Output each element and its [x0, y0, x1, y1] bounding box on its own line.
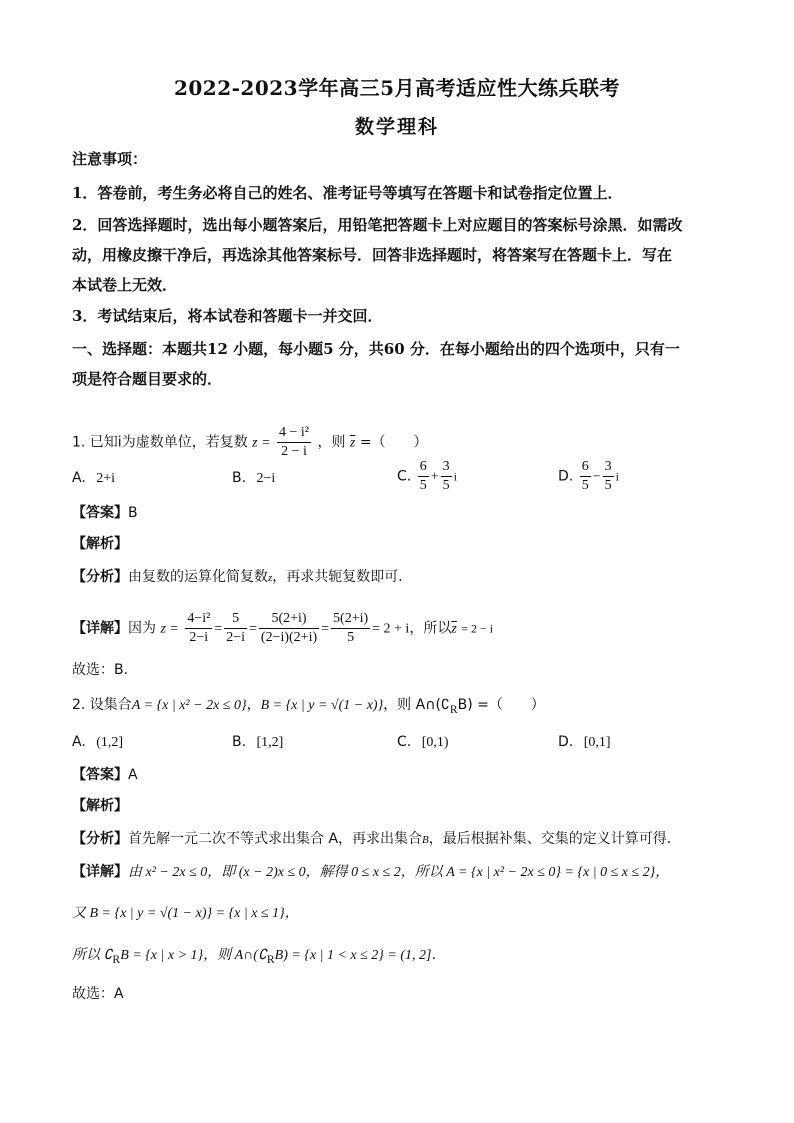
q1-detail-because: 因为: [128, 620, 156, 637]
q1-detail-frac-4: [331, 610, 370, 647]
note-item-3: 3．考试结束后，将本试卷和答题卡一并交回．: [72, 307, 383, 325]
q2-choose: 故选：A: [72, 986, 124, 1002]
q1-fenxi: [72, 566, 412, 589]
question-1-stem: [72, 424, 428, 461]
q1-option-a-text: 2+i: [96, 471, 116, 486]
q1-fenxi-tag: 【分析】: [72, 569, 128, 585]
q2-answer-tag: 【答案】: [72, 767, 128, 783]
q1-detail-frac-3: [259, 610, 319, 647]
q1-option-c-fraction-1: [418, 458, 429, 495]
q1-fenxi-var: z: [268, 572, 273, 584]
q2-fenxi: [72, 828, 681, 851]
q1-detail-tag: 【详解】: [72, 620, 128, 637]
q2-detail-line-2: 又 B = {x | y = √(1 − x)} = {x | x ≤ 1}，: [72, 906, 299, 921]
exam-title: 2022-2023学年高三5月高考适应性大练兵联考: [173, 76, 621, 100]
q1-option-a-label: A.: [72, 470, 86, 486]
q1-option-c: [397, 458, 457, 495]
q2-detail-l3-sub: R: [112, 952, 121, 966]
q1-detail-so: ，所以: [409, 620, 452, 637]
q2-option-a: [72, 731, 123, 754]
q1-option-c-f2-den: 5: [442, 478, 450, 493]
q2-option-d-label: D.: [558, 734, 574, 750]
q2-fenxi-tag: 【分析】: [72, 831, 128, 847]
q2-detail-line-3: [72, 945, 445, 971]
q2-option-c: [397, 731, 449, 754]
q1-z-conjugate: $\overline{z}$: [349, 435, 356, 451]
q2-option-a-text: (1,2]: [96, 735, 124, 750]
q2-fenxi-end: ，最后根据补集、交集的定义计算可得．: [428, 831, 681, 847]
q1-detail-z-conjugate: $\overline{z}$: [451, 621, 457, 637]
section-1-line-1: 一、选择题：本题共12 小题，每小题5 分，共60 分．在每小题给出的四个选项中，只有一: [72, 340, 680, 358]
q2-detail-l3c: B) = {x | 1 < x ≤ 2} = (1, 2]．: [274, 948, 446, 963]
q1-option-c-label: C.: [397, 468, 412, 485]
q1-detail-eq-1: =: [214, 621, 223, 637]
q1-detail-final: = 2 − i: [461, 621, 494, 636]
q1-option-d-fraction-2: [603, 458, 614, 495]
q1-detail-frac-1: [185, 610, 212, 647]
q1-detail-result: = 2 + i: [372, 621, 410, 637]
q2-option-c-text: [0,1): [421, 735, 449, 750]
q2-set-a: A = {x | x² − 2x ≤ 0}: [131, 698, 247, 713]
note-item-2-line-1: 2．回答选择题时，选出每小题答案后，用铅笔把答题卡上对应题目的答案标号涂黑．如需改: [72, 216, 683, 234]
q1-option-b: [232, 467, 275, 490]
q1-stem-prefix: 1. 已知i为虚数单位，若复数: [72, 434, 248, 451]
q1-detail: [72, 610, 493, 647]
q2-option-b-label: B.: [232, 734, 247, 750]
q1-stem-end: =（ ）: [359, 434, 428, 451]
q1-stem-mid: ，则: [317, 434, 346, 451]
q1-option-d-f2-num: 3: [603, 458, 614, 477]
q2-detail-l3a: 所以 ∁: [72, 948, 113, 963]
q2-detail-tag: 【详解】: [72, 864, 128, 880]
q1-option-c-operator: +: [430, 469, 439, 485]
q1-fenxi-pre: 由复数的运算化简复数: [128, 569, 268, 585]
q1-option-d-fraction-1: [580, 458, 591, 495]
q1-answer: [72, 502, 138, 524]
q1-option-b-label: B.: [232, 470, 247, 486]
q1-choose: 故选：B.: [72, 662, 129, 678]
q2-ask-sub: R: [449, 702, 458, 716]
q1-option-a: [72, 467, 115, 490]
q1-detail-f1-num: 4−i²: [185, 610, 212, 629]
q2-set-b: B = {x | y = √(1 − x)}: [260, 698, 384, 713]
q1-detail-frac-2: [224, 610, 247, 647]
q1-option-d: [558, 458, 619, 495]
q1-detail-f3-num: 5(2+i): [259, 610, 319, 629]
q1-fenxi-post: ，再求共轭复数即可．: [272, 569, 413, 585]
q2-detail-line-1: [72, 861, 669, 884]
q1-option-d-unit: i: [615, 469, 619, 484]
q2-comma: ，: [246, 697, 261, 713]
q1-option-d-f1-num: 6: [580, 458, 591, 477]
q2-option-b-text: [1,2]: [256, 735, 284, 750]
q1-detail-f3-den: (2−i)(2+i): [260, 630, 318, 645]
q1-option-d-label: D.: [558, 468, 574, 485]
q1-analysis-tag: 【解析】: [72, 536, 128, 552]
q1-detail-f2-num: 5: [224, 610, 247, 629]
q1-fraction-numerator: 4 − i²: [277, 424, 311, 443]
q1-option-c-unit: i: [453, 469, 457, 484]
q2-answer-value: A: [128, 767, 138, 783]
q1-option-d-f1-den: 5: [581, 478, 589, 493]
section-1-line-2: 项是符合题目要求的．: [72, 370, 223, 388]
q1-detail-z: z =: [160, 621, 179, 637]
notes-heading: 注意事项：: [72, 150, 148, 168]
q2-option-c-label: C.: [397, 734, 412, 750]
q1-option-d-operator: −: [592, 469, 601, 485]
q1-detail-f4-num: 5(2+i): [331, 610, 370, 629]
q1-option-c-fraction-2: [441, 458, 452, 495]
q1-answer-value: B: [128, 505, 138, 521]
q1-option-c-f2-num: 3: [441, 458, 452, 477]
q2-option-b: [232, 731, 283, 754]
q2-option-a-label: A.: [72, 734, 86, 750]
question-2-stem: [72, 694, 545, 721]
q2-answer: [72, 764, 138, 786]
q2-ask-end: B) =（ ）: [457, 697, 545, 713]
note-item-2-line-2: 动，用橡皮擦干净后，再选涂其他答案标号．回答非选择题时，将答案写在答题卡上．写在: [72, 246, 673, 264]
q2-ask: ，则 A∩(∁: [383, 697, 450, 713]
q1-option-b-text: 2−i: [256, 471, 276, 486]
q1-detail-eq-2: =: [249, 621, 257, 637]
q1-detail-f2-den: 2−i: [226, 630, 245, 645]
exam-subtitle: 数学理科: [354, 116, 439, 138]
q1-detail-eq-3: =: [321, 621, 330, 637]
note-item-1: 1．答卷前，考生务必将自己的姓名、准考证号等填写在答题卡和试卷指定位置上．: [72, 184, 623, 202]
q2-detail-l3-sub2: R: [266, 952, 275, 966]
q2-option-d-text: [0,1]: [583, 735, 611, 750]
q1-fraction: [277, 424, 311, 461]
q1-fraction-denominator: 2 − i: [281, 444, 307, 459]
q2-option-d: [558, 731, 611, 754]
note-item-2-line-3: 本试卷上无效．: [72, 276, 178, 294]
q1-option-c-f1-num: 6: [418, 458, 429, 477]
q1-option-d-f2-den: 5: [604, 478, 612, 493]
q2-detail-l3b: B = {x | x > 1}，则 A∩(∁: [120, 948, 267, 963]
q1-detail-f1-den: 2−i: [189, 630, 209, 645]
q2-stem: 2. 设集合: [72, 697, 132, 713]
q1-answer-tag: 【答案】: [72, 505, 128, 521]
q1-option-c-f1-den: 5: [419, 478, 427, 493]
q1-detail-f4-den: 5: [347, 630, 355, 645]
q2-fenxi-text: 首先解一元二次不等式求出集合 A，再求出集合: [128, 831, 423, 847]
q1-z-equals: z =: [252, 435, 271, 451]
q2-analysis-tag: 【解析】: [72, 798, 128, 814]
q2-detail-l1: 由 x² − 2x ≤ 0，即 (x − 2)x ≤ 0，解得 0 ≤ x ≤ 2，所以 A = {x | x² − 2x ≤ 0} = {x | 0 ≤ x ≤ 2}，: [128, 865, 670, 880]
q2-fenxi-var: B: [422, 834, 429, 846]
